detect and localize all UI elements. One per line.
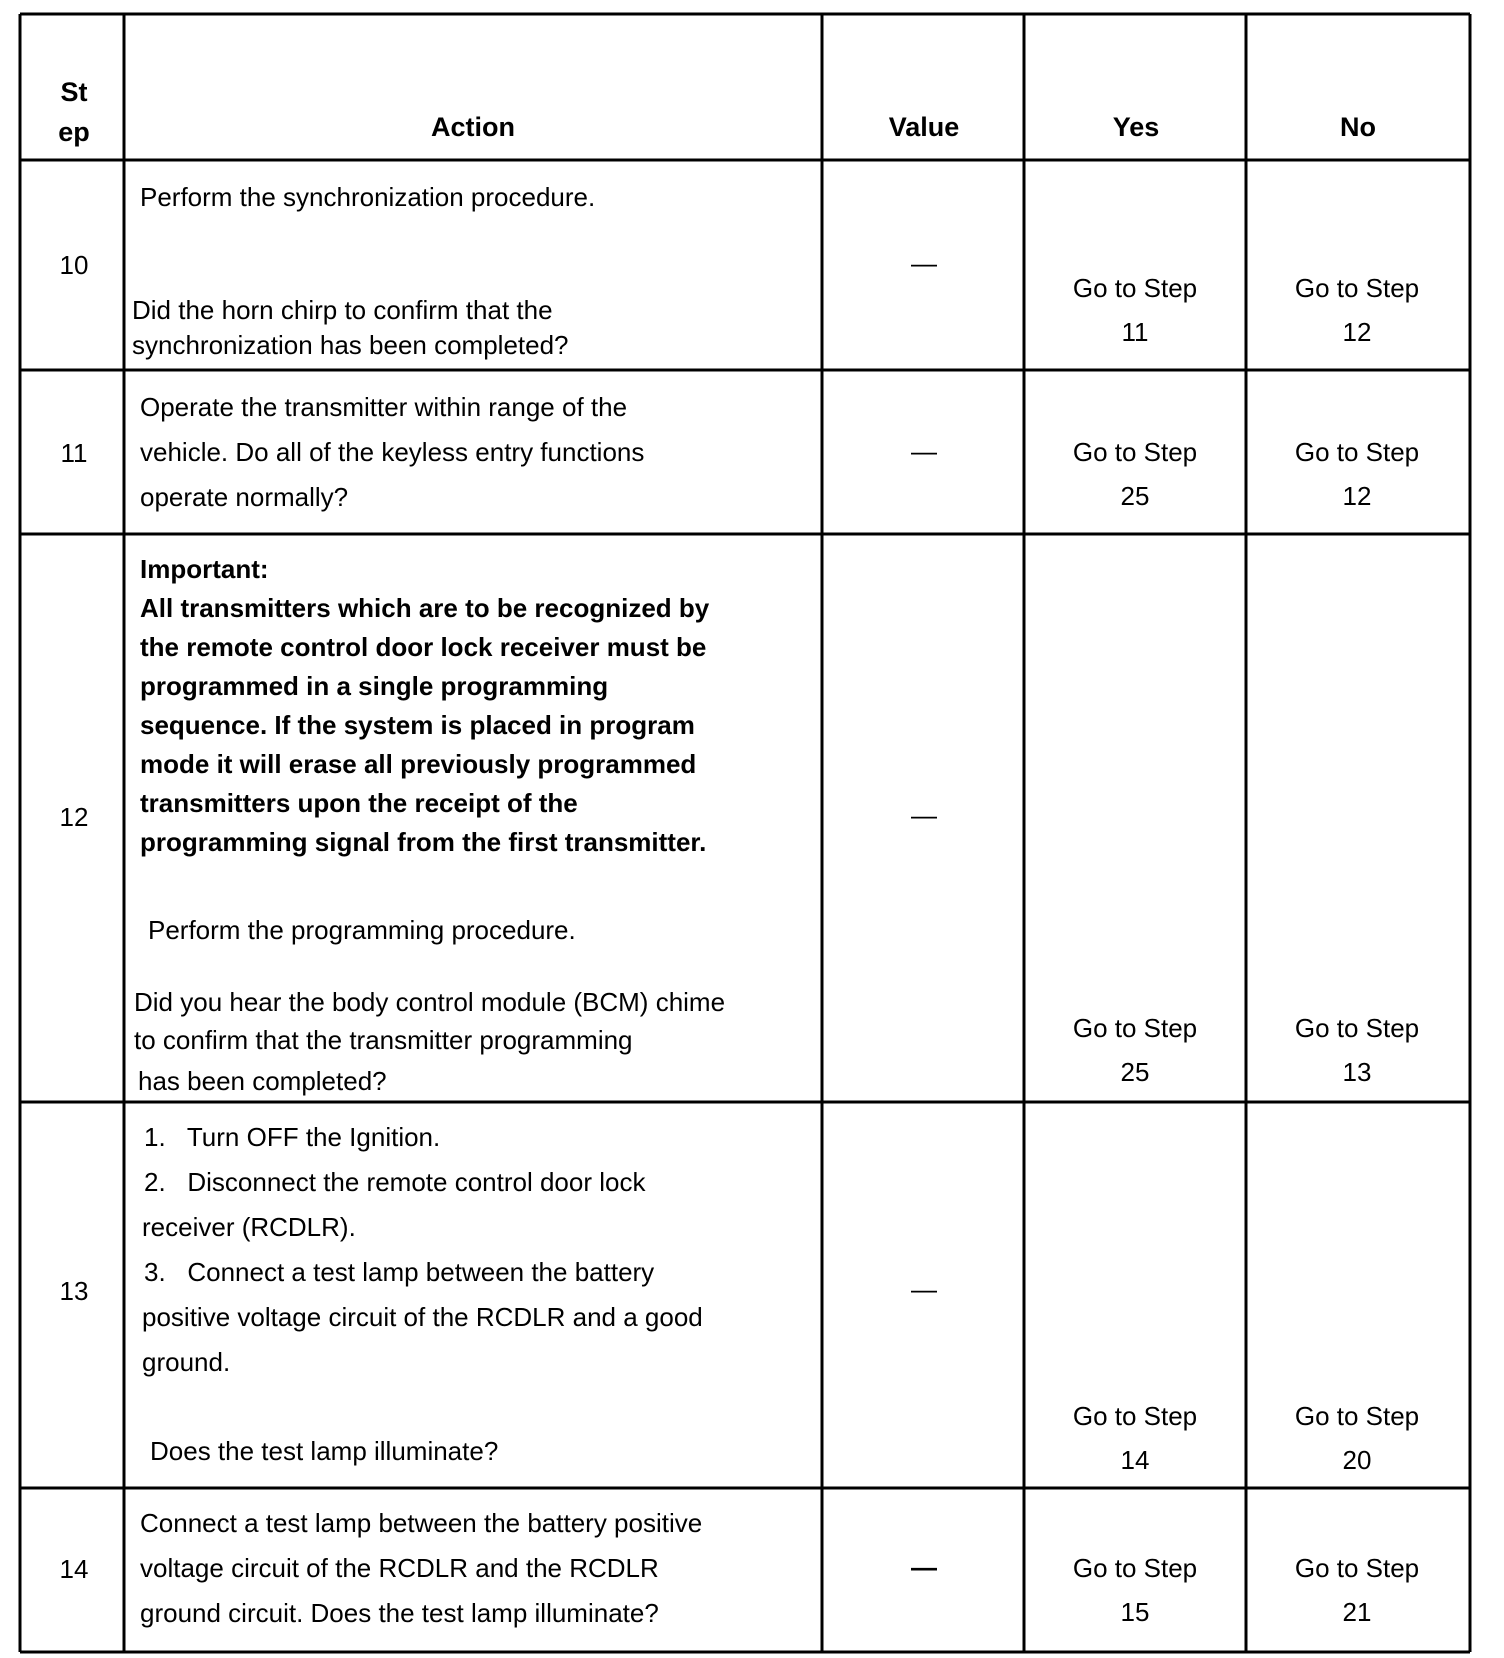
yes-go-to-step — [1024, 1006, 1246, 1094]
yes-label: Go to Step — [1072, 437, 1198, 467]
yes-label: Go to Step — [1072, 273, 1198, 303]
header-yes: Yes — [1112, 112, 1160, 142]
no-label: Go to Step — [1294, 1553, 1420, 1583]
action-text: Operate the transmitter within range of the — [140, 392, 628, 422]
action-text: ground circuit. Does the test lamp illuminate? — [140, 1598, 659, 1628]
action-text: Connect a test lamp between the battery positive — [140, 1508, 703, 1538]
step-number: 10 — [59, 250, 89, 280]
no-step: 13 — [1342, 1057, 1372, 1087]
value-dash: — — [911, 800, 937, 830]
header-no: No — [1340, 112, 1376, 142]
important-text: programming signal from the first transmitter. — [140, 827, 707, 857]
action-text: Does the test lamp illuminate? — [150, 1436, 499, 1466]
action-text: operate normally? — [140, 482, 349, 512]
yes-go-to-step — [1024, 1546, 1246, 1634]
no-label: Go to Step — [1294, 273, 1420, 303]
action-text: synchronization has been completed? — [132, 330, 569, 360]
value-dash: — — [911, 248, 937, 278]
step-number: 13 — [59, 1276, 89, 1306]
header-step — [22, 72, 126, 152]
no-step: 21 — [1342, 1597, 1372, 1627]
no-step: 12 — [1342, 317, 1372, 347]
yes-go-to-step — [1024, 1394, 1246, 1482]
no-label: Go to Step — [1294, 1013, 1420, 1043]
important-text: sequence. If the system is placed in program — [140, 710, 695, 740]
no-go-to-step — [1246, 1394, 1468, 1482]
action-text: 3. Connect a test lamp between the battery — [144, 1257, 655, 1287]
value-dash: — — [911, 436, 937, 466]
yes-label: Go to Step — [1072, 1553, 1198, 1583]
yes-go-to-step — [1024, 430, 1246, 518]
important-text: programmed in a single programming — [140, 671, 609, 701]
action-text: has been completed? — [138, 1066, 387, 1096]
no-label: Go to Step — [1294, 437, 1420, 467]
header-value: Value — [888, 112, 960, 142]
yes-step: 25 — [1120, 481, 1150, 511]
yes-go-to-step — [1024, 266, 1246, 354]
action-text: ground. — [142, 1347, 231, 1377]
header-step-line2: ep — [58, 117, 90, 147]
no-go-to-step — [1246, 430, 1468, 518]
important-label: Important: — [140, 554, 269, 584]
header-step-line1: St — [60, 77, 88, 107]
action-text: voltage circuit of the RCDLR and the RCDLR — [140, 1553, 659, 1583]
yes-step: 15 — [1120, 1597, 1150, 1627]
action-text: 2. Disconnect the remote control door lock — [144, 1167, 646, 1197]
no-step: 20 — [1342, 1445, 1372, 1475]
action-text: 1. Turn OFF the Ignition. — [144, 1122, 441, 1152]
important-text: All transmitters which are to be recognized by — [140, 593, 710, 623]
step-number: 12 — [59, 802, 89, 832]
yes-label: Go to Step — [1072, 1401, 1198, 1431]
yes-step: 25 — [1120, 1057, 1150, 1087]
no-go-to-step — [1246, 1006, 1468, 1094]
action-text: Did the horn chirp to confirm that the — [132, 295, 553, 325]
important-text: transmitters upon the receipt of the — [140, 788, 578, 818]
action-text: positive voltage circuit of the RCDLR and a good — [142, 1302, 703, 1332]
no-go-to-step — [1246, 266, 1468, 354]
important-text: mode it will erase all previously programmed — [140, 749, 697, 779]
no-label: Go to Step — [1294, 1401, 1420, 1431]
yes-step: 11 — [1121, 317, 1149, 347]
no-step: 12 — [1342, 481, 1372, 511]
value-dash: — — [911, 1552, 937, 1582]
action-text: vehicle. Do all of the keyless entry functions — [140, 437, 645, 467]
step-number: 14 — [59, 1554, 89, 1584]
yes-step: 14 — [1120, 1445, 1150, 1475]
value-dash: — — [911, 1274, 937, 1304]
action-text: Perform the synchronization procedure. — [140, 182, 596, 212]
action-text: Did you hear the body control module (BCM) chime — [134, 987, 726, 1017]
action-text: to confirm that the transmitter programming — [134, 1025, 633, 1055]
important-text: the remote control door lock receiver must be — [140, 632, 707, 662]
step-number: 11 — [60, 438, 88, 468]
action-text: receiver (RCDLR). — [142, 1212, 356, 1242]
action-text: Perform the programming procedure. — [148, 915, 576, 945]
no-go-to-step — [1246, 1546, 1468, 1634]
header-action: Action — [431, 112, 515, 142]
yes-label: Go to Step — [1072, 1013, 1198, 1043]
